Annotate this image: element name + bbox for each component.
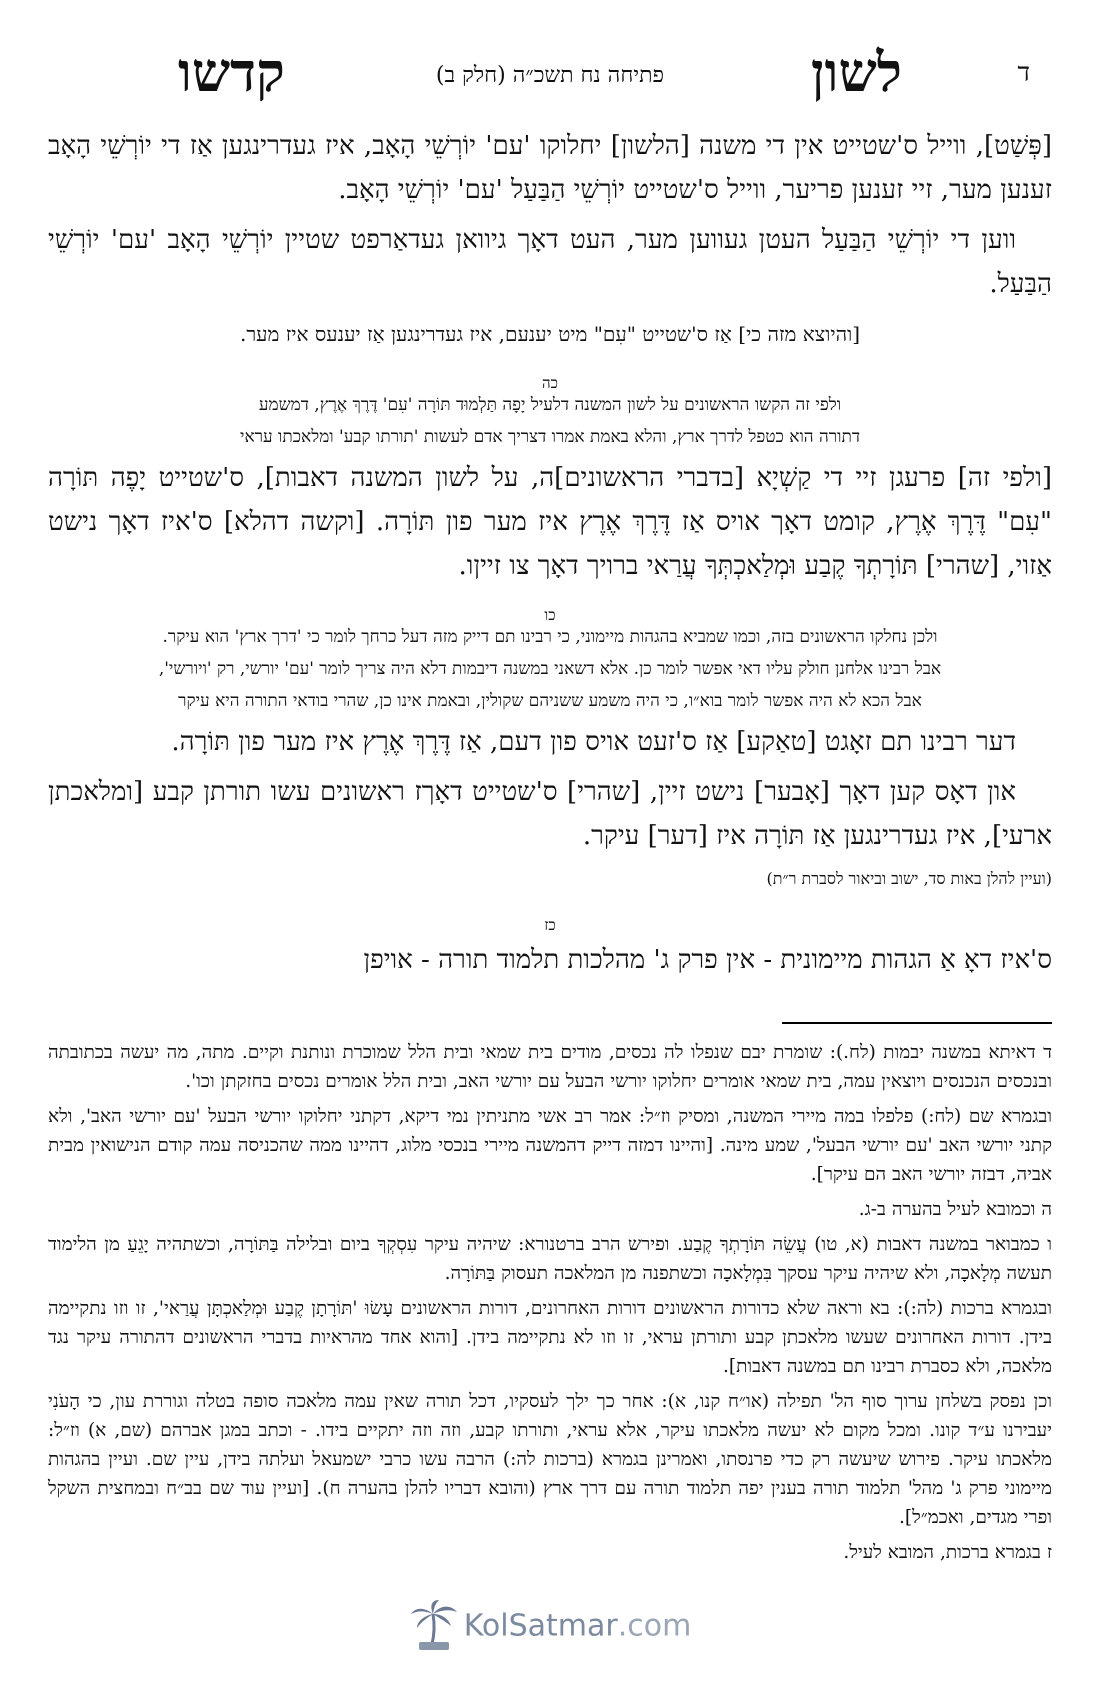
section-note: ולפי זה הקשו הראשונים על לשון המשנה דלעיל יָפָה תַּלְמוּד תּוֹרָה 'עִם' דֶּרֶךְ אֶרֶץ, דמשמע (258, 395, 842, 415)
footnote: ובגמרא שם (לח:) פלפלו במה מיירי המשנה, ומסיק וז״ל: אמר רב אשי מתניתין נמי דיקא, דקתני יחלוקו יורשי הבעל 'עם יורשי האב', ולא קתני יורשי האב 'עם יורשי הבעל', שמע מינה. [והיינו דמזה דייק דהמשנה מיירי בנכסי מלוג, דהיינו ממה שהכניסה עמה קודם הנישואין מבית אביה, דבזה יורשי האב הם עיקר]. (48, 1106, 1052, 1185)
section-note: ולכן נחלקו הראשונים בזה, וכמו שמביא בהגהות מיימוני, כי רבינו תם דייק מזה דעל כרחך לומר כי 'דרך ארץ' הוא עיקר. (162, 627, 938, 647)
page-header (48, 40, 1052, 110)
paragraph: ווען די יוֹרְשֵׁי הַבַּעַל העטן געווען מער, העט דאָך גיוואן געדאַרפט שטיין יוֹרְשֵׁי הָאָב 'עם' יוֹרְשֵׁי הַבַּעַל. (48, 225, 1052, 299)
section-number: כו (544, 606, 556, 624)
footnote: ובגמרא ברכות (לה:): בא וראה שלא כדורות הראשונים דורות האחרונים, דורות הראשונים עָשׂוּ 'תּוֹרָתָן קֶבַע וּמְלַאכְתָּן עֲרַאי', זו וזו נתקיימה בידן. דורות האחרונים שעשו מלאכתן קבע ותורתן עראי, זו וזו לא נתקיימה בידן. [והוא אחד מהראיות בדברי הראשונים דהתורה עיקר נגד מלאכה, ולא כסברת רבינו תם במשנה דאבות]. (48, 1298, 1052, 1377)
footnote: ד דאיתא במשנה יבמות (לח.): שומרת יבם שנפלו לה נכסים, מודים בית שמאי ובית הלל שמוכרת ונותנת וקיים. מתה, מה יעשה בכתובתה ובנכסים הנכנסים ויוצאין עמה, בית שמאי אומרים יחלוקו יורשי הבעל עם יורשי האב, ובית הלל אומרים נכסים בחזקתן וכו'. (48, 1042, 1052, 1092)
document-page (48, 40, 1052, 1660)
paragraph: [והיוצא מזה כי] אַז ס'שטייט "עִם" מיט יענעם, איז געדרינגען אַז יענעס איז מער. (240, 322, 860, 346)
paragraph: ס'איז דאָ אַ הגהות מיימונית - אין פרק ג' מהלכות תלמוד תורה - אויפן (363, 945, 1052, 975)
palm-tree-icon (409, 1600, 459, 1652)
paragraph: [ולפי זה] פרעגן זיי די קַשְׁיָא [בדברי הראשונים]ה, על לשון המשנה דאבות], ס'שטייט יָפֶה תּוֹרָה "עִם" דֶּרֶךְ אֶרֶץ, קומט דאָך אויס אַז דֶּרֶךְ אֶרֶץ איז מער פון תּוֹרָה. [וקשה דהלא] ס'איז דאָך נישט אַזוי, [שהרי] תּוֹרָתְךָ קֶבַע וּמְלַאכְתְּךָ עֲרַאי ברויך דאָך צו זייןו. (48, 463, 1052, 581)
footnote: ז בגמרא ברכות, המובא לעיל. (843, 1542, 1052, 1563)
section-note: דתורה הוא כטפל לדרך ארץ, והלא באמת אמרו דצריך אדם לעשות 'תורתו קבע' ומלאכתו עראי (239, 427, 861, 447)
kolsatmar-watermark (48, 1600, 1052, 1660)
footnote: וכן נפסק בשלחן ערוך סוף הל' תפילה (או״ח קנו, א): אחר כך ילך לעסקיו, דכל תורה שאין עמה מלאכה סופה בטלה וגוררת עון, כי הָעֹנִי יעבירנו ע״ד קונו. ומכל מקום לא יעשה מלאכתו עיקר, אלא עראי, ותורתו קבע, וזה וזה יתקיים בידו. - וכתב במגן אברהם (שם, א) וז״ל: מלאכתו עיקר. פירוש שיעשה רק כדי פרנסתו, ואמרינן בגמרא (ברכות לה:) הרבה עשו כרבי ישמעאל ועלתה בידן, עיין שם. ועיין בהגהות מיימוני פרק ג' מהל' תלמוד תורה בענין יפה תלמוד תורה עם דרך ארץ (והובא דבריו להלן בהערה ח). [ועיין עוד שם בב״ח ובמחצית השקל ופרי מגדים, ואכמ״ל]. (48, 1391, 1052, 1528)
paragraph: [פְּשַׁט], ווייל ס'שטייט אין די משנה [הלשון] יחלוקו 'עם' יוֹרְשֵׁי הָאָב, איז געדרינגען אַז די יוֹרְשֵׁי הָאָב זענען מער, זיי זענען פריער, ווייל ס'שטייט יוֹרְשֵׁי הַבַּעַל 'עם' יוֹרְשֵׁי הָאָב. (48, 131, 1052, 205)
watermark-brand: KolSatmar (463, 1608, 618, 1644)
main-text (48, 124, 1052, 982)
cross-reference: (ועיין להלן באות סד, ישוב וביאור לסברת ר״ת) (766, 869, 1052, 888)
footnotes (48, 1038, 1052, 1567)
section-number: כז (544, 916, 556, 934)
page-number: ד (1017, 58, 1030, 88)
section-number: כה (542, 374, 558, 392)
paragraph: און דאָס קען דאָך [אָבער] נישט זיין, [שהרי] ס'שטייט דאָךז ראשונים עשו תורתן קבע [ומלאכתן ארעי], איז געדרינגען אַז תּוֹרָה איז [דער] עיקר. (48, 777, 1052, 851)
section-note: אבל רבינו אלחנן חולק עליו דאי אפשר לומר כן. אלא דשאני במשנה דיבמות דלא היה צריך לומר 'עם' יורשי, רק 'ויורשי', (158, 659, 942, 679)
section-note: אבל הכא לא היה אפשר לומר בוא״ו, כי היה משמע ששניהם שקולין, ובאמת אינו כן, שהרי בודאי התורה היא עיקר (178, 691, 922, 711)
header-word-right-side: לשון (810, 40, 902, 104)
footnote: ה וכמובא לעיל בהערה ב-ג. (858, 1199, 1052, 1220)
footnote: ו כמבואר במשנה דאבות (א, טו) עֲשֵׂה תּוֹרָתְךָ קֶבַע. ופירש הרב ברטנורא: שיהיה עיקר עִסְקְךָ ביום ובלילה בַּתּוֹרָה, וכשתהיה יָגֵעַ מן הלימוד תעשה מְלָאכָה, ולא שיהיה עיקר עסקך בִּמְלָאכָה וכשתפנה מן המלאכה תעסוק בַּתּוֹרָה. (48, 1234, 1052, 1284)
header-word-left-side: קדשו (178, 40, 285, 104)
header-subtitle: פתיחה נח תשכ״ה (חלק ב) (435, 63, 665, 88)
paragraph: דער רבינו תם זאָגט [טאַקע] אַז ס'זעט אויס פון דעם, אַז דֶּרֶךְ אֶרֶץ איז מער פון תּוֹרָה. (171, 727, 1016, 757)
watermark-tld: .com (617, 1608, 692, 1644)
footnote-divider (782, 1022, 1052, 1024)
